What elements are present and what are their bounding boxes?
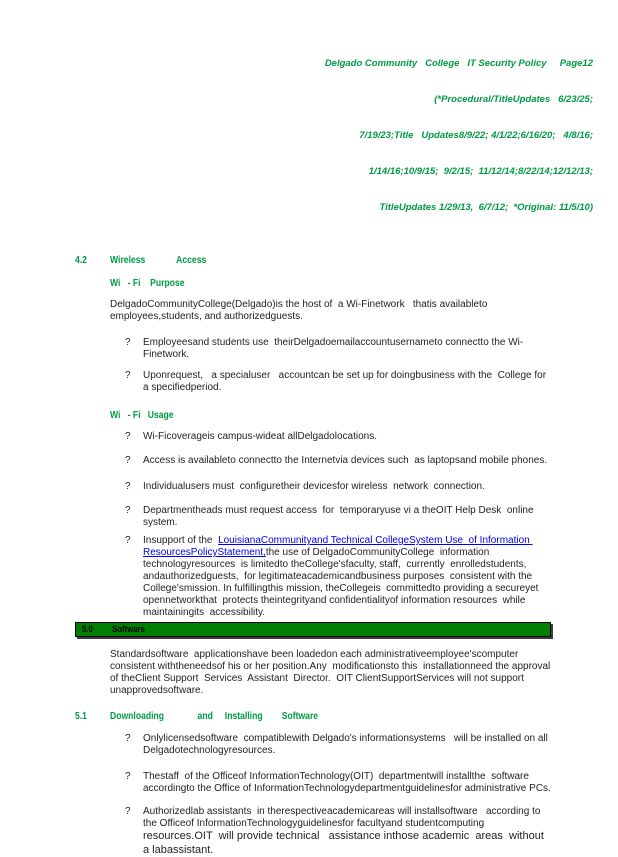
- header-line-updates-2: 7/19/23;Title Updates8/9/22; 4/1/22;6/16/20; 4/8/16;: [359, 130, 593, 141]
- section-4-2-heading: [75, 254, 618, 266]
- bullet-item: [125, 806, 552, 857]
- section-title: Software: [112, 624, 145, 635]
- bullet-text: Wi-Ficoverageis campus-wideat allDelgadolocations.: [143, 431, 377, 442]
- support-prefix-text: Insupport of the: [143, 535, 219, 546]
- lab-bullet-part2: resources.OIT will provide technical assistance inthose academic areas without a labassistant.: [143, 830, 547, 856]
- page-header: [0, 34, 593, 238]
- support-suffix-text: the use of DelgadoCommunityCollege information technologyresources is limitedto theCollege'sfaculty, staff, currently enrolledstudents, andauthorizedguests, for legitimateacademicandbusiness purposes consistent with the College'smission. In fulfillingthis mission, theCollegeis committedto providing a secureyet opennetworkthat protects theintegrityand confidentialityof information resources while maintainingits accessibility.: [143, 547, 542, 618]
- bullet-text: Thestaff of the Officeof InformationTechnology(OIT) departmentwill installthe software accordingto the Office of InformationTechnologydepartmentguidelinesfor administrative PCs.: [143, 771, 551, 794]
- bullet-text: [143, 806, 552, 857]
- bullet-marker: ?: [125, 733, 131, 744]
- bullet-item-policy-support: [125, 535, 552, 619]
- header-line-updates-3: 1/14/16;10/9/15; 9/2/15; 11/12/14;8/22/14;12/12/13;: [368, 166, 593, 177]
- section-number: 4.2: [75, 254, 87, 266]
- header-line-updates-4: TitleUpdates 1/29/13, 6/7/12; *Original: 11/5/10): [379, 202, 593, 213]
- header-line-updates-1: (*Procedural/TitleUpdates 6/23/25;: [434, 94, 593, 105]
- wifi-usage-subheading: Wi - Fi Usage: [110, 409, 174, 421]
- bullet-marker: ?: [125, 505, 131, 516]
- bullet-item: [125, 505, 552, 529]
- document-page: [0, 34, 618, 856]
- section-title: Downloading and Installing Software: [110, 710, 319, 722]
- section-number: 5.1: [75, 710, 87, 722]
- lab-bullet-part1: Authorizedlab assistants in therespectiveacademicareas will installsoftware according to the Officeof InformationTechnologyguidelinesfor facultyand studentcomputing: [143, 806, 544, 829]
- section-number: 5.0: [82, 624, 93, 635]
- bullet-item: [125, 370, 552, 394]
- bullet-marker: ?: [125, 337, 131, 348]
- bullet-item: [125, 481, 552, 493]
- wifi-purpose-intro-paragraph: DelgadoCommunityCollege(Delgado)is the host of a Wi-Finetwork thatis availableto employees,students, and authorizedguests.: [110, 299, 491, 322]
- bullet-marker: ?: [125, 806, 131, 817]
- policy-statement-link[interactable]: LouisianaCommunityand Technical CollegeSystem Use of Information ResourcesPolicyStatement,: [143, 535, 533, 558]
- wifi-purpose-subheading: Wi - Fi Purpose: [110, 277, 185, 289]
- bullet-text: Departmentheads must request access for temporaryuse vi a theOIT Help Desk online system.: [143, 505, 537, 528]
- bullet-marker: ?: [125, 370, 131, 381]
- section-title: Wireless Access: [110, 254, 207, 266]
- bullet-marker: ?: [125, 771, 131, 782]
- bullet-text: [143, 535, 552, 619]
- bullet-text: Employeesand students use theirDelgadoemailaccountusernameto connectto the Wi-Finetwork.: [143, 337, 524, 360]
- bullet-marker: ?: [125, 481, 131, 492]
- bullet-marker: ?: [125, 535, 131, 546]
- bullet-item: [125, 337, 552, 361]
- bullet-item: [125, 431, 552, 443]
- bullet-item: [125, 733, 552, 757]
- bullet-text: Onlylicensedsoftware compatiblewith Delgado's informationsystems will be installed on all Delgadotechnologyresources.: [143, 733, 551, 756]
- software-intro-paragraph: Standardsoftware applicationshave been loadedon each administrativeemployee'scomputer consistent withtheneedsof his or her position.Any modificationsto this installationneed the approval of theClient Support Services Assistant Director. OIT ClientSupportServices will not support unapprovedsoftware.: [110, 649, 554, 696]
- bullet-marker: ?: [125, 431, 131, 442]
- bullet-text: Access is availableto connectto the Internetvia devices such as laptopsand mobile phones.: [143, 455, 548, 466]
- bullet-text: Individualusers must configuretheir devicesfor wireless network connection.: [143, 481, 485, 492]
- bullet-item: [125, 455, 552, 467]
- header-line-title: Delgado Community College IT Security Policy Page12: [324, 58, 593, 69]
- bullet-marker: ?: [125, 455, 131, 466]
- bullet-item: [125, 771, 552, 795]
- bullet-text: Uponrequest, a specialuser accountcan be set up for doingbusiness with the College for a specifiedperiod.: [143, 370, 549, 393]
- section-5-1-heading: [75, 710, 618, 722]
- section-5-0-heading-bar: [75, 622, 551, 637]
